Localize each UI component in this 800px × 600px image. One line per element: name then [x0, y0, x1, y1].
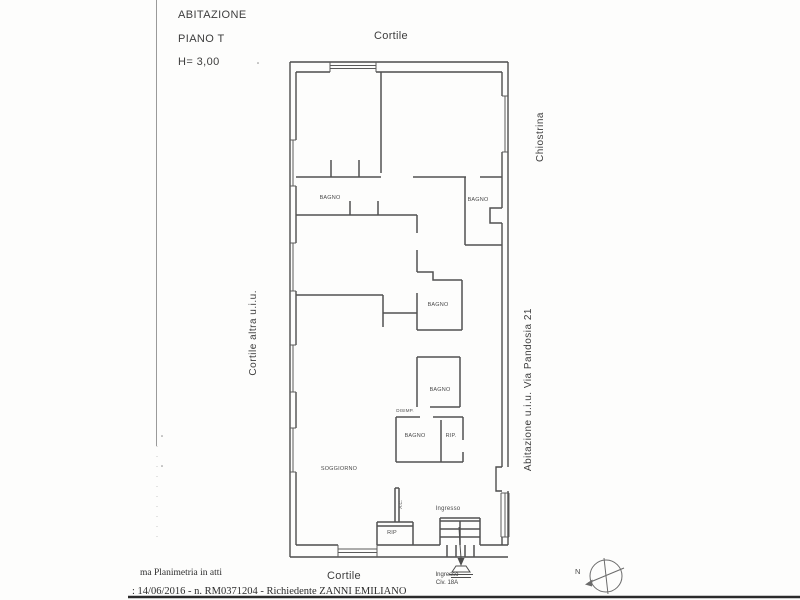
wall-soggiorno-top	[296, 295, 417, 327]
compass-needle	[588, 568, 624, 583]
wall-bottom	[290, 545, 508, 557]
chiostrina-label: Chiostrina	[535, 112, 546, 163]
courtyard-top-label: Cortile	[374, 30, 408, 42]
wall-left	[290, 62, 296, 557]
entrance-arrow	[449, 527, 473, 578]
room-label-ac-closet: A.C.	[398, 500, 403, 509]
wall-right	[496, 62, 508, 545]
street-entrance-line1: Ingresso	[435, 572, 459, 578]
window-left-1	[290, 140, 296, 186]
room-label-bagno-top-right: BAGNO	[467, 197, 489, 203]
window-top	[330, 62, 376, 72]
window-bottom	[338, 545, 377, 557]
window-left-3	[290, 345, 296, 392]
compass-icon	[575, 558, 624, 594]
room-label-soggiorno: SOGGIORNO	[320, 466, 358, 472]
property-type-label: ABITAZIONE	[178, 9, 247, 21]
scan-speck	[257, 62, 259, 64]
courtyard-left-label: Cortile altra u.i.u.	[248, 290, 259, 376]
room-label-bagno-lower: BAGNO	[429, 387, 451, 393]
courtyard-bottom-label: Cortile	[327, 570, 361, 582]
outer-walls	[290, 62, 508, 557]
room-label-bagno-top-left: BAGNO	[319, 195, 341, 201]
window-left-2	[290, 243, 296, 291]
scan-speck	[161, 435, 163, 437]
wall-bath-strip-bottom	[296, 201, 417, 215]
interior-walls	[296, 72, 502, 557]
window-left-4	[290, 428, 296, 472]
floor-label: PIANO T	[178, 33, 225, 45]
compass-needle-tip	[585, 580, 593, 587]
compass-north-label: N	[575, 567, 581, 576]
room-label-bagno-bottom: BAGNO	[404, 433, 426, 439]
room-label-ripostiglio-2: RIP	[387, 530, 397, 536]
room-label-ripostiglio-1: RIP.	[445, 433, 457, 439]
wall-bath-block	[396, 417, 463, 462]
room-label-ingresso: Ingresso	[435, 506, 461, 512]
wall-top	[290, 62, 508, 72]
wall-bagno-top-right	[465, 177, 502, 245]
wall-bath-strip-top	[296, 160, 502, 177]
wall-bagno-lower	[417, 357, 460, 407]
footer-note: ma Planimetria in atti	[140, 568, 223, 578]
footer-registration: : 14/06/2016 - n. RM0371204 - Richiedente ZANNI EMILIANO	[132, 586, 407, 597]
street-entrance-line2: Civ. 18A	[435, 579, 459, 586]
window-right-chiostrina	[502, 96, 508, 152]
wall-bagno-middle	[417, 272, 462, 330]
scan-speck	[161, 465, 163, 467]
windows	[290, 62, 509, 557]
room-label-bagno-middle: BAGNO	[427, 302, 449, 308]
adjacent-unit-label: Abitazione u.i.u. Via Pandosia 21	[523, 308, 534, 472]
room-label-disimpegno: DISIMP.	[396, 408, 414, 413]
entrance-arrow-head	[458, 558, 465, 566]
street-entrance-label	[435, 572, 458, 587]
scan-artifacts	[128, 0, 800, 597]
ceiling-height-label: H= 3,00	[178, 56, 220, 68]
